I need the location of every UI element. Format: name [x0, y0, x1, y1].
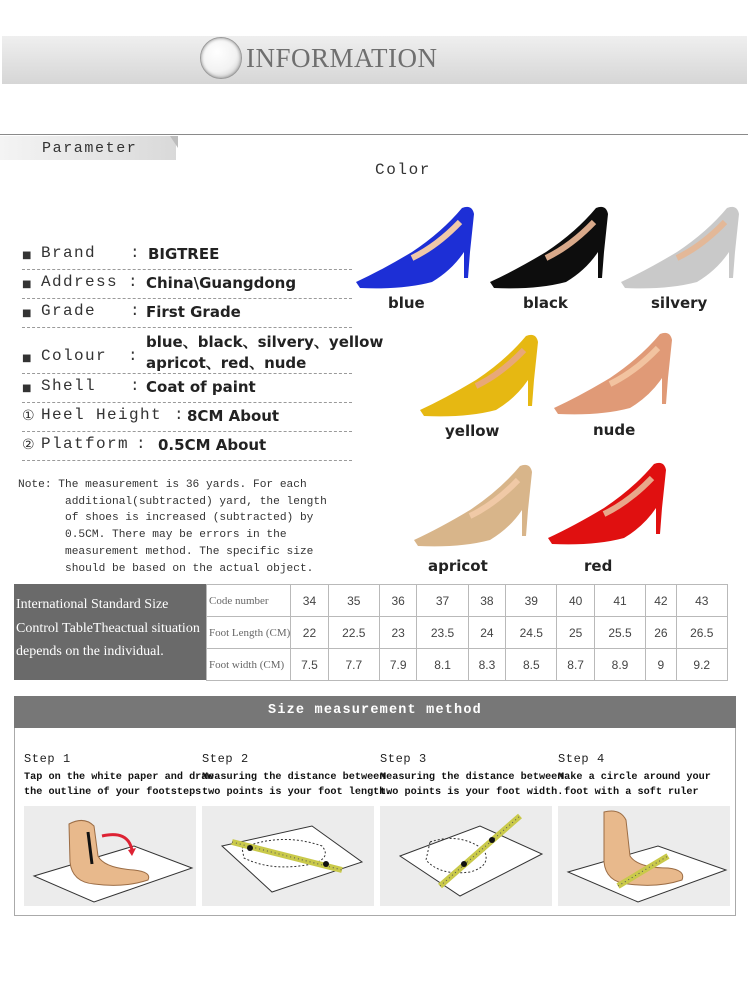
step-2: [202, 752, 392, 800]
divider: [0, 134, 748, 135]
shoe-yellow-image: [416, 328, 546, 423]
spec-row-platform: ② Platform : 0.5CM About: [22, 432, 352, 461]
shoe-label-yellow: yellow: [445, 422, 500, 440]
spec-label: Grade: [41, 302, 97, 320]
table-cell: 7.9: [380, 649, 417, 681]
shoe-body: [548, 463, 666, 545]
spec-value: Coat of paint: [146, 378, 256, 396]
caption-line: International Standard Size: [16, 597, 169, 612]
table-cell: 8.7: [557, 649, 594, 681]
spec-value: 0.5CM About: [158, 436, 267, 454]
circled-one-icon: ①: [22, 408, 35, 424]
spec-label: Address: [41, 273, 119, 291]
table-cell: 8.3: [468, 649, 505, 681]
table-cell: 8.9: [594, 649, 645, 681]
shoe-body: [490, 207, 608, 289]
row-header: Code number: [207, 585, 291, 617]
step-text: Measuring the distance between two points is your foot width.: [380, 772, 564, 798]
table-cell: 43: [676, 585, 727, 617]
table-row-foot-length: [207, 617, 728, 649]
step-4: [558, 752, 730, 800]
table-cell: 22: [291, 617, 328, 649]
table-cell: 26: [646, 617, 676, 649]
table-cell: 42: [646, 585, 676, 617]
shoe-red-image: [544, 456, 674, 551]
table-cell: 26.5: [676, 617, 727, 649]
shoe-label-red: red: [584, 557, 613, 575]
table-cell: 25: [557, 617, 594, 649]
spec-label: Colour: [41, 347, 108, 365]
spec-label: Brand: [41, 244, 97, 262]
shoe-body: [420, 335, 538, 417]
table-cell: 8.5: [506, 649, 557, 681]
table-cell: 9.2: [676, 649, 727, 681]
step-heading: Step 1: [24, 752, 71, 766]
spec-row-heel-height: ① Heel Height : 8CM About: [22, 403, 352, 432]
spec-label: Heel Height: [41, 406, 163, 424]
shoe-body: [414, 465, 532, 547]
shoe-nude-image: [550, 326, 680, 421]
table-cell: 39: [506, 585, 557, 617]
shoe-body: [356, 207, 474, 289]
banner-circle-ornament: [200, 37, 242, 79]
caption-line: depends on the individual.: [16, 644, 164, 659]
spec-value: First Grade: [146, 303, 241, 321]
foot-width-illustration: [380, 806, 552, 906]
shoe-body: [621, 207, 739, 289]
information-banner: [2, 36, 747, 84]
spec-value: BIGTREE: [148, 245, 220, 263]
shoe-silvery-image: [617, 200, 747, 295]
foot-length-illustration: [202, 806, 374, 906]
spec-row-grade: ■ Grade : First Grade: [22, 299, 352, 328]
soft-ruler-illustration: [558, 806, 730, 906]
measurement-title: Size measurement method: [268, 703, 482, 718]
shoe-label-blue: blue: [388, 294, 425, 312]
step-heading: Step 3: [380, 752, 427, 766]
spec-label: Shell: [41, 377, 97, 395]
square-bullet-icon: ■: [22, 279, 32, 290]
spec-value-line1: blue、black、silvery、yellow: [146, 333, 384, 351]
parameter-label: Parameter: [42, 140, 138, 157]
square-bullet-icon: ■: [22, 383, 32, 394]
table-cell: 36: [380, 585, 417, 617]
shoe-apricot-image: [410, 458, 540, 553]
square-bullet-icon: ■: [22, 308, 32, 319]
table-cell: 35: [328, 585, 379, 617]
square-bullet-icon: ■: [22, 250, 32, 261]
table-row-code-number: [207, 585, 728, 617]
step-text: Make a circle around your foot with a soft ruler: [558, 772, 711, 798]
measurement-note: Note: The measurement is 36 yards. For each additional(subtracted) yard, the length of shoes is increased (subtracted) by 0.5CM. There may be errors in the measurement method. The specific size should be based on the actual object.: [18, 479, 327, 575]
table-cell: 24.5: [506, 617, 557, 649]
shoe-label-nude: nude: [593, 421, 636, 439]
table-cell: 24: [468, 617, 505, 649]
color-title: Color: [375, 161, 432, 179]
spec-row-colour: ■ Colour : blue、black、silvery、yellow apricot、red、nude: [22, 328, 352, 374]
shoe-label-silvery: silvery: [651, 294, 708, 312]
table-cell: 25.5: [594, 617, 645, 649]
spec-row-shell: ■ Shell : Coat of paint: [22, 374, 352, 403]
square-bullet-icon: ■: [22, 353, 32, 364]
step-3: [380, 752, 564, 800]
spec-value: 8CM About: [187, 407, 280, 425]
step-1: [24, 752, 214, 800]
spec-value-line2: apricot、red、nude: [146, 354, 307, 372]
spec-value: China\Guangdong: [146, 274, 297, 292]
table-cell: 23.5: [417, 617, 468, 649]
spec-row-address: ■ Address : China\Guangdong: [22, 270, 352, 299]
table-cell: 41: [594, 585, 645, 617]
table-cell: 7.7: [328, 649, 379, 681]
step-heading: Step 4: [558, 752, 605, 766]
size-table: [206, 584, 728, 681]
table-cell: 22.5: [328, 617, 379, 649]
step-text: Measuring the distance between two points is your foot length.: [202, 772, 392, 798]
row-header: Foot Length (CM): [207, 617, 291, 649]
table-cell: 37: [417, 585, 468, 617]
table-cell: 40: [557, 585, 594, 617]
table-cell: 34: [291, 585, 328, 617]
shoe-body: [554, 333, 672, 415]
size-table-caption: [14, 584, 206, 680]
caption-line: Control TableTheactual situation: [16, 621, 200, 636]
foot-outline-illustration: [24, 806, 196, 906]
page-title: INFORMATION: [246, 43, 438, 73]
table-cell: 9: [646, 649, 676, 681]
table-row-foot-width: [207, 649, 728, 681]
spec-row-brand: ■ Brand : BIGTREE: [22, 241, 352, 270]
row-header: Foot width (CM): [207, 649, 291, 681]
spec-label: Platform: [41, 435, 130, 453]
table-cell: 38: [468, 585, 505, 617]
circled-two-icon: ②: [22, 437, 35, 453]
table-cell: 7.5: [291, 649, 328, 681]
step-text: Tap on the white paper and draw the outline of your footsteps: [24, 772, 214, 798]
table-cell: 8.1: [417, 649, 468, 681]
step-heading: Step 2: [202, 752, 249, 766]
shoe-black-image: [486, 200, 616, 295]
shoe-blue-image: [352, 200, 482, 295]
table-cell: 23: [380, 617, 417, 649]
shoe-label-apricot: apricot: [428, 557, 488, 575]
shoe-label-black: black: [523, 294, 568, 312]
